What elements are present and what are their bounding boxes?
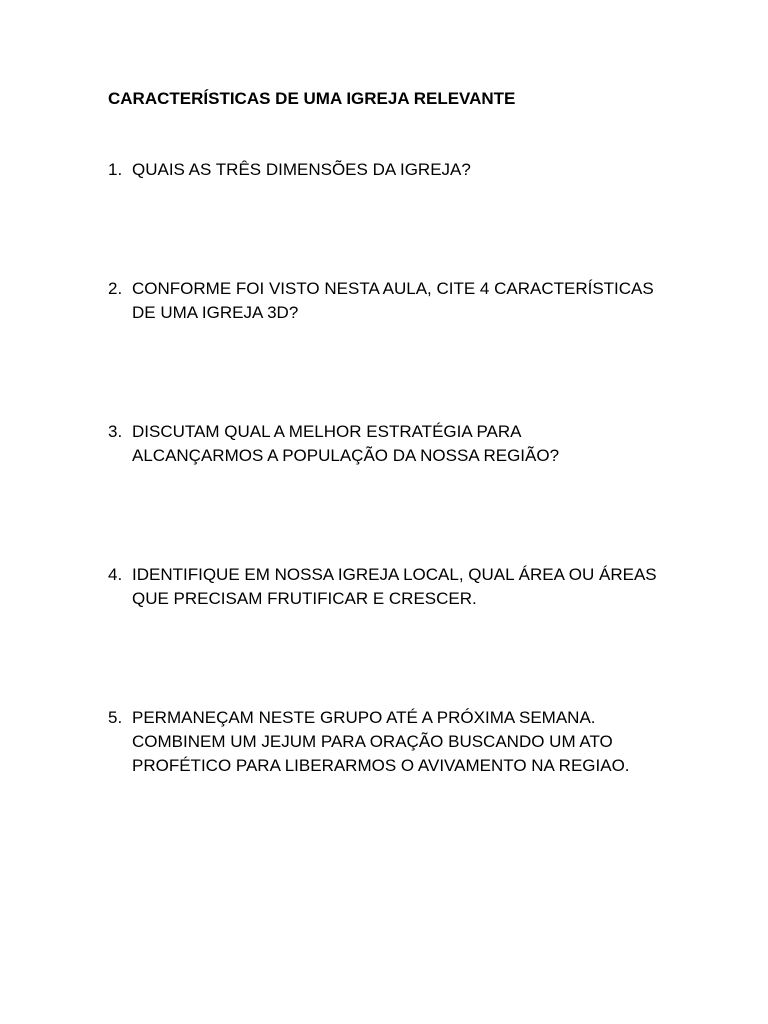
question-text-line: QUAIS AS TRÊS DIMENSÕES DA IGREJA? bbox=[132, 160, 471, 179]
question-item bbox=[108, 158, 688, 182]
question-number: 5. bbox=[108, 708, 123, 727]
question-text bbox=[132, 706, 688, 778]
question-text-line: PROFÉTICO PARA LIBERARMOS O AVIVAMENTO NA REGIAO. bbox=[132, 756, 630, 775]
question-text-line: PERMANEÇAM NESTE GRUPO ATÉ A PRÓXIMA SEMANA. bbox=[132, 708, 596, 727]
question-item bbox=[108, 277, 688, 325]
question-number: 3. bbox=[108, 422, 123, 441]
question-item bbox=[108, 706, 688, 778]
question-text-line: QUE PRECISAM FRUTIFICAR E CRESCER. bbox=[132, 589, 477, 608]
question-text bbox=[132, 158, 688, 182]
question-text bbox=[132, 277, 688, 325]
question-item bbox=[108, 420, 688, 468]
document-title: CARACTERÍSTICAS DE UMA IGREJA RELEVANTE bbox=[108, 89, 516, 108]
question-text-line: ALCANÇARMOS A POPULAÇÃO DA NOSSA REGIÃO? bbox=[132, 446, 560, 465]
question-text-line: COMBINEM UM JEJUM PARA ORAÇÃO BUSCANDO UM ATO bbox=[132, 732, 613, 751]
question-item bbox=[108, 563, 688, 611]
question-text-line: DISCUTAM QUAL A MELHOR ESTRATÉGIA PARA bbox=[132, 422, 522, 441]
question-text-line: DE UMA IGREJA 3D? bbox=[132, 303, 299, 322]
question-text bbox=[132, 563, 688, 611]
question-number: 2. bbox=[108, 279, 123, 298]
question-number: 4. bbox=[108, 565, 123, 584]
question-text bbox=[132, 420, 688, 468]
question-text-line: IDENTIFIQUE EM NOSSA IGREJA LOCAL, QUAL ÁREA OU ÁREAS bbox=[132, 565, 657, 584]
question-number: 1. bbox=[108, 160, 123, 179]
question-text-line: CONFORME FOI VISTO NESTA AULA, CITE 4 CARACTERÍSTICAS bbox=[132, 279, 654, 298]
